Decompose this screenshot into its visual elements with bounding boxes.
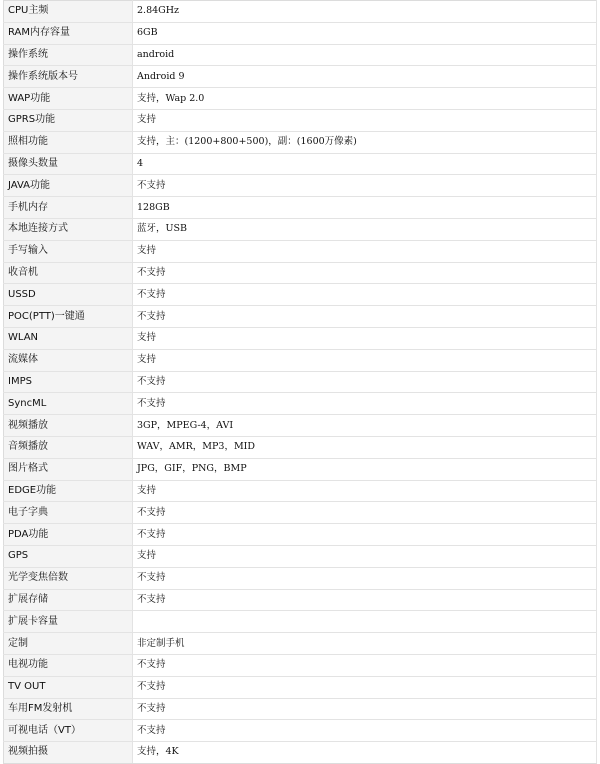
spec-label: IMPS: [4, 371, 133, 393]
spec-row: [4, 66, 597, 88]
spec-row: [4, 720, 597, 742]
spec-label: 光学变焦倍数: [4, 567, 133, 589]
spec-label: GPS: [4, 545, 133, 567]
spec-row: [4, 197, 597, 219]
spec-value: 不支持: [133, 262, 597, 284]
spec-value: 不支持: [133, 654, 597, 676]
spec-label: 视频播放: [4, 415, 133, 437]
spec-row: [4, 109, 597, 131]
spec-label: 车用FM发射机: [4, 698, 133, 720]
spec-value: 3GP，MPEG-4，AVI: [133, 415, 597, 437]
spec-label: POC(PTT)一键通: [4, 306, 133, 328]
spec-row: [4, 218, 597, 240]
spec-label: GPRS功能: [4, 109, 133, 131]
spec-row: [4, 742, 597, 764]
spec-label: 收音机: [4, 262, 133, 284]
spec-row: [4, 349, 597, 371]
spec-value: WAV，AMR，MP3，MID: [133, 436, 597, 458]
spec-row: [4, 262, 597, 284]
spec-label: 摄像头数量: [4, 153, 133, 175]
spec-row: [4, 436, 597, 458]
spec-row: [4, 44, 597, 66]
spec-row: [4, 415, 597, 437]
spec-value: 支持，Wap 2.0: [133, 88, 597, 110]
spec-row: [4, 524, 597, 546]
spec-value: 不支持: [133, 676, 597, 698]
spec-value: Android 9: [133, 66, 597, 88]
spec-row: [4, 327, 597, 349]
spec-value: 不支持: [133, 698, 597, 720]
spec-value: 不支持: [133, 589, 597, 611]
spec-label: 照相功能: [4, 131, 133, 153]
spec-label: 扩展卡容量: [4, 611, 133, 633]
spec-value: android: [133, 44, 597, 66]
spec-label: 视频拍摄: [4, 742, 133, 764]
spec-label: 电子字典: [4, 502, 133, 524]
spec-value: 支持: [133, 327, 597, 349]
spec-row: [4, 88, 597, 110]
spec-row: [4, 131, 597, 153]
spec-table-body: [4, 1, 597, 764]
spec-label: 定制: [4, 633, 133, 655]
spec-row: [4, 698, 597, 720]
spec-label: EDGE功能: [4, 480, 133, 502]
spec-label: WAP功能: [4, 88, 133, 110]
spec-label: 图片格式: [4, 458, 133, 480]
spec-value: 不支持: [133, 306, 597, 328]
spec-value: 不支持: [133, 175, 597, 197]
spec-row: [4, 284, 597, 306]
spec-row: [4, 240, 597, 262]
spec-row: [4, 175, 597, 197]
spec-value: 支持: [133, 480, 597, 502]
spec-row: [4, 458, 597, 480]
spec-row: [4, 22, 597, 44]
spec-value: 不支持: [133, 502, 597, 524]
spec-value: 支持，主：(1200+800+500)，副：(1600万像素): [133, 131, 597, 153]
spec-value: 非定制手机: [133, 633, 597, 655]
spec-row: [4, 153, 597, 175]
spec-value: 不支持: [133, 720, 597, 742]
spec-row: [4, 306, 597, 328]
spec-row: [4, 676, 597, 698]
spec-value: 支持: [133, 349, 597, 371]
spec-label: 本地连接方式: [4, 218, 133, 240]
spec-value: 支持: [133, 545, 597, 567]
spec-label: 操作系统: [4, 44, 133, 66]
spec-row: [4, 502, 597, 524]
spec-label: 操作系统版本号: [4, 66, 133, 88]
spec-row: [4, 654, 597, 676]
spec-value: JPG，GIF，PNG，BMP: [133, 458, 597, 480]
spec-label: 手写输入: [4, 240, 133, 262]
spec-label: 音频播放: [4, 436, 133, 458]
spec-value: 支持: [133, 109, 597, 131]
spec-label: 流媒体: [4, 349, 133, 371]
spec-row: [4, 480, 597, 502]
spec-value: 不支持: [133, 371, 597, 393]
spec-value: 6GB: [133, 22, 597, 44]
spec-row: [4, 589, 597, 611]
spec-row: [4, 567, 597, 589]
spec-table: [3, 0, 597, 764]
spec-label: 可视电话（VT）: [4, 720, 133, 742]
spec-label: WLAN: [4, 327, 133, 349]
spec-value: 4: [133, 153, 597, 175]
spec-value: 128GB: [133, 197, 597, 219]
spec-label: TV OUT: [4, 676, 133, 698]
spec-row: [4, 393, 597, 415]
spec-row: [4, 1, 597, 23]
spec-value: 蓝牙，USB: [133, 218, 597, 240]
spec-label: 扩展存储: [4, 589, 133, 611]
spec-value: [133, 611, 597, 633]
spec-row: [4, 611, 597, 633]
spec-label: SyncML: [4, 393, 133, 415]
spec-label: PDA功能: [4, 524, 133, 546]
spec-label: 电视功能: [4, 654, 133, 676]
spec-value: 不支持: [133, 284, 597, 306]
spec-row: [4, 633, 597, 655]
spec-value: 2.84GHz: [133, 1, 597, 23]
spec-label: RAM内存容量: [4, 22, 133, 44]
spec-label: USSD: [4, 284, 133, 306]
spec-row: [4, 371, 597, 393]
spec-value: 不支持: [133, 567, 597, 589]
spec-label: CPU主频: [4, 1, 133, 23]
spec-value: 支持，4K: [133, 742, 597, 764]
spec-row: [4, 545, 597, 567]
spec-label: JAVA功能: [4, 175, 133, 197]
spec-value: 不支持: [133, 524, 597, 546]
spec-value: 不支持: [133, 393, 597, 415]
spec-value: 支持: [133, 240, 597, 262]
spec-label: 手机内存: [4, 197, 133, 219]
